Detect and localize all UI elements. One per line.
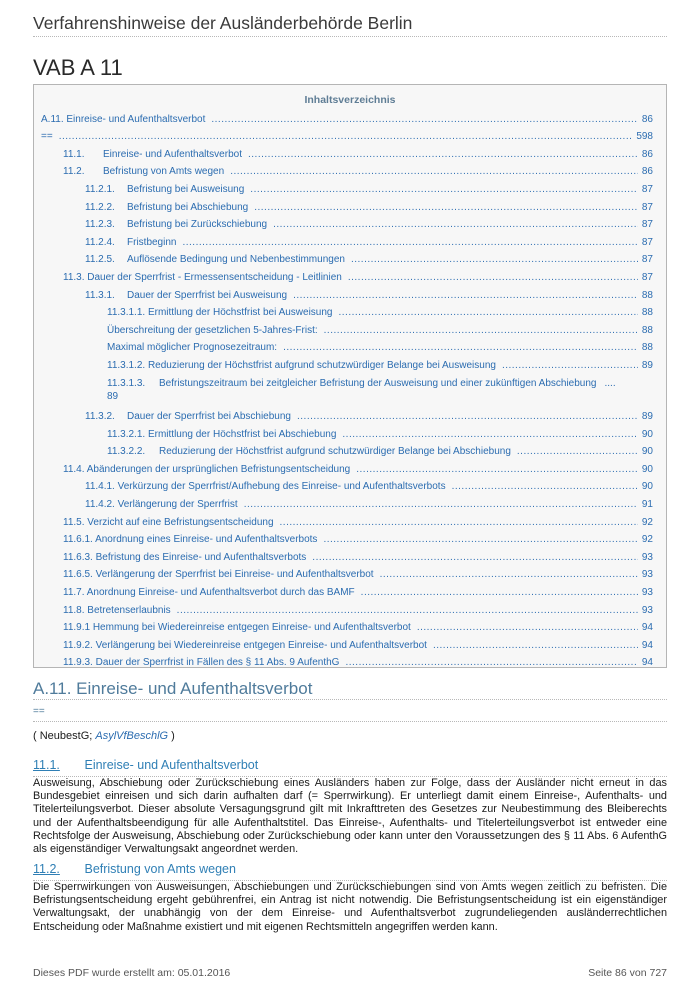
toc-leader-dots <box>280 516 638 529</box>
toc-entry-page: 94 <box>641 639 653 651</box>
toc-entry-page: 88 <box>641 342 653 354</box>
toc-entry-page: 93 <box>641 569 653 581</box>
toc-entry[interactable] <box>34 564 666 582</box>
toc-entry-title: 11.9.3. Dauer der Sperrfrist in Fällen des § 11 Abs. 9 AufenthG <box>63 657 340 669</box>
eqeq-marker: == <box>33 706 45 717</box>
divider <box>33 721 667 722</box>
toc-entry-title: A.11. Einreise- und Aufenthaltsverbot <box>41 113 206 125</box>
toc-entry-title: Befristung bei Ausweisung <box>127 183 245 195</box>
toc-entry-label[interactable] <box>63 148 242 161</box>
toc-entry-label[interactable] <box>85 253 345 266</box>
toc-entry-page: 92 <box>641 516 653 528</box>
toc-entry-label[interactable] <box>85 289 287 302</box>
toc-entry-page: 90 <box>641 428 653 440</box>
toc-leader-dots <box>182 236 637 249</box>
site-title: Verfahrenshinweise der Ausländerbehörde Berlin <box>33 13 413 33</box>
toc-entry[interactable] <box>34 652 666 670</box>
toc-leader-dots <box>380 568 638 581</box>
toc-entry-title: Befristung bei Abschiebung <box>127 201 249 213</box>
toc-leader-dots <box>312 551 638 564</box>
toc-leader-dots <box>248 148 638 161</box>
toc-entry-label[interactable] <box>63 568 374 581</box>
toc-entry[interactable] <box>34 599 666 617</box>
toc-leader-dots <box>250 183 638 196</box>
toc-entry-title: Einreise- und Aufenthaltsverbot <box>103 148 242 160</box>
toc-list <box>34 108 666 669</box>
toc-entry[interactable] <box>34 196 666 214</box>
toc-entry-line[interactable] <box>63 458 666 476</box>
toc-entry-number: 11.3.1. <box>85 289 115 301</box>
subsection-heading-11-1 <box>33 758 258 772</box>
toc-entry-title: Befristungszeitraum bei zeitgleicher Befristung der Ausweisung und einer zukünftigen Abschiebung <box>159 377 597 389</box>
paragraph-11-2: Die Sperrwirkungen von Ausweisungen, Abschiebungen und Zurückschiebungen sind von Amts wegen zeitlich zu befristen. Die Befristungsentscheidung ergeht gebührenfrei, ein Antrag ist nicht notwendig. Die Befristungsentscheidung ist ein eigenständiger Verwaltungsakt, der unabhängig von der dem Einreise- und Aufenthaltsverbot zugrundeliegenden ausländerrechtlichen Entscheidung oder Maßnahme existiert und mit eigenen Rechtsmitteln angegriffen werden kann. <box>33 881 667 933</box>
toc-entry-line[interactable] <box>63 546 666 564</box>
toc-entry[interactable] <box>34 581 666 599</box>
toc-leader-dots <box>517 445 638 458</box>
toc-entry[interactable] <box>34 302 666 320</box>
toc-entry-number: 11.3.2.2. <box>107 446 146 458</box>
toc-leader-dots <box>293 289 638 302</box>
toc-entry-line[interactable] <box>107 354 666 372</box>
toc-entry-page: 93 <box>641 604 653 616</box>
toc-entry-number: 11.1. <box>63 148 85 160</box>
toc-entry[interactable] <box>34 319 666 337</box>
toc-entry[interactable] <box>34 231 666 249</box>
subsection-title: Befristung von Amts wegen <box>84 862 236 876</box>
toc-entry[interactable] <box>34 214 666 232</box>
toc-entry-label[interactable] <box>63 533 317 546</box>
toc-entry-line[interactable] <box>63 599 666 617</box>
toc-entry-label[interactable] <box>63 621 411 634</box>
toc-heading: Inhaltsverzeichnis <box>304 94 396 106</box>
toc-leader-dots <box>345 656 637 669</box>
toc-leader-dots <box>452 480 638 493</box>
toc-entry-number: 11.2.2. <box>85 201 115 213</box>
toc-entry-label[interactable] <box>63 271 342 284</box>
toc-entry-title: Befristung von Amts wegen <box>103 166 225 178</box>
toc-entry-line[interactable] <box>85 284 666 302</box>
toc-entry-label[interactable] <box>85 410 291 423</box>
toc-entry-line[interactable] <box>107 319 666 337</box>
toc-entry-line[interactable] <box>85 231 666 249</box>
toc-entry-title: 11.4.1. Verkürzung der Sperrfrist/Aufhebung des Einreise- und Aufenthaltsverbots <box>85 481 446 493</box>
toc-entry-line[interactable] <box>107 372 666 390</box>
toc-leader-dots <box>230 165 638 178</box>
toc-entry-label[interactable] <box>63 165 224 178</box>
subsection-heading-11-2 <box>33 862 236 876</box>
toc-entry-title: 11.3.1.2. Reduzierung der Höchstfrist aufgrund schutzwürdiger Belange bei Ausweisung <box>107 359 496 371</box>
toc-entry-line[interactable] <box>63 266 666 284</box>
toc-entry-line[interactable] <box>63 511 666 529</box>
toc-leader-dots <box>323 533 637 546</box>
toc-entry-label[interactable] <box>107 341 277 354</box>
toc-entry-page: 89 <box>641 359 653 371</box>
toc-entry-page: 86 <box>641 113 653 125</box>
toc-entry[interactable] <box>34 406 666 424</box>
toc-entry[interactable] <box>34 161 666 179</box>
subsection-title: Einreise- und Aufenthaltsverbot <box>84 758 259 772</box>
toc-entry-title: Überschreitung der gesetzlichen 5-Jahres-Frist: <box>107 324 318 336</box>
toc-leader-dots <box>433 639 638 652</box>
divider <box>33 699 667 700</box>
toc-entry-number: 11.2.4. <box>85 236 115 248</box>
toc-entry[interactable] <box>34 108 666 126</box>
toc-entry-line[interactable] <box>85 178 666 196</box>
toc-entry-page: 87 <box>641 201 653 213</box>
toc-entry-label[interactable] <box>107 377 597 390</box>
toc-entry[interactable] <box>34 493 666 511</box>
toc-entry-line[interactable] <box>63 634 666 652</box>
toc-entry-line[interactable] <box>63 617 666 635</box>
toc-entry-page: 87 <box>641 236 653 248</box>
toc-entry[interactable] <box>34 529 666 547</box>
toc-entry-label[interactable] <box>107 445 511 458</box>
toc-entry-page: 92 <box>641 534 653 546</box>
subsection-number: 11.2. <box>33 862 60 876</box>
toc-entry-title: 11.3.1.1. Ermittlung der Höchstfrist bei Ausweisung <box>107 307 333 319</box>
toc-leader-dots <box>502 359 638 372</box>
toc-entry-title: 11.3. Dauer der Sperrfrist - Ermessensentscheidung - Leitlinien <box>63 271 342 283</box>
toc-leader-dots <box>324 324 638 337</box>
toc-entry-label[interactable] <box>63 516 274 529</box>
toc-entry-label[interactable] <box>107 359 496 372</box>
toc-entry-line[interactable] <box>107 423 666 441</box>
toc-entry-title: Maximal möglicher Prognosezeitraum: <box>107 342 278 354</box>
toc-entry-page: 87 <box>641 254 653 266</box>
toc-entry-title: Befristung bei Zurückschiebung <box>127 219 268 231</box>
toc-entry-line[interactable] <box>107 337 666 355</box>
toc-entry-number: 11.2.3. <box>85 219 115 231</box>
toc-entry[interactable] <box>34 372 666 406</box>
reference-line <box>33 730 175 742</box>
toc-leader-dots <box>338 306 637 319</box>
toc-entry-line[interactable] <box>85 476 666 494</box>
toc-entry-title: Auflösende Bedingung und Nebenbestimmungen <box>127 254 345 266</box>
toc-entry-title: Dauer der Sperrfrist bei Ausweisung <box>127 289 288 301</box>
toc-entry-page: 87 <box>641 219 653 231</box>
toc-entry-page: 93 <box>641 587 653 599</box>
toc-entry-line[interactable] <box>63 161 666 179</box>
toc-entry-label[interactable] <box>85 236 176 249</box>
toc-entry[interactable] <box>34 178 666 196</box>
toc-entry-label[interactable] <box>107 324 318 337</box>
footer-page: Seite 86 von 727 <box>588 967 667 979</box>
toc-entry-title: Dauer der Sperrfrist bei Abschiebung <box>127 411 291 423</box>
toc-entry-title: 11.4. Abänderungen der ursprünglichen Befristungsentscheidung <box>63 463 351 475</box>
toc-entry-title: 11.6.3. Befristung des Einreise- und Aufenthaltsverbots <box>63 551 307 563</box>
toc-entry-title: Fristbeginn <box>127 236 177 248</box>
toc-entry-line[interactable] <box>63 652 666 670</box>
toc-entry-label[interactable] <box>63 551 306 564</box>
toc-entry[interactable] <box>34 617 666 635</box>
toc-entry-label[interactable] <box>107 428 336 441</box>
toc-entry[interactable] <box>34 266 666 284</box>
toc-entry-title: == <box>41 131 53 143</box>
toc-entry[interactable] <box>34 423 666 441</box>
toc-entry-line[interactable] <box>107 302 666 320</box>
toc-leader-dots <box>211 113 638 126</box>
asylvfbeschlg-link[interactable]: AsylVfBeschlG <box>95 730 169 742</box>
toc-leader-dots <box>273 218 638 231</box>
toc-entry[interactable] <box>34 354 666 372</box>
toc-entry-line[interactable] <box>63 143 666 161</box>
toc-entry-number: 11.2. <box>63 166 85 178</box>
toc-entry-page: 93 <box>641 551 653 563</box>
toc-entry[interactable] <box>34 249 666 267</box>
toc-entry-page: 598 <box>636 131 653 143</box>
toc-leader-dots <box>361 586 638 599</box>
toc-entry-page: 94 <box>641 622 653 634</box>
toc-entry-label[interactable] <box>85 480 446 493</box>
toc-leader-dots <box>342 428 637 441</box>
toc-entry-page: 87 <box>641 271 653 283</box>
toc-entry-number: 11.2.1. <box>85 183 115 195</box>
toc-entry-line[interactable] <box>85 196 666 214</box>
toc-entry-number: 11.3.1.3. <box>107 377 146 389</box>
toc-entry[interactable] <box>34 458 666 476</box>
toc-entry[interactable] <box>34 511 666 529</box>
toc-entry[interactable] <box>34 476 666 494</box>
toc-entry-line[interactable] <box>63 564 666 582</box>
toc-leader-dots <box>283 341 638 354</box>
toc-leader-dots <box>59 130 633 143</box>
toc-entry-title: 11.5. Verzicht auf eine Befristungsentscheidung <box>63 516 274 528</box>
toc-entry-number: 11.3.2. <box>85 411 115 423</box>
toc-entry-page: 89 <box>641 411 653 423</box>
toc-leader-dots <box>351 253 638 266</box>
toc-entry-label[interactable] <box>41 130 53 143</box>
toc-entry-line[interactable] <box>107 441 666 459</box>
ref-close: ) <box>168 730 175 742</box>
toc-entry-page: 90 <box>641 463 653 475</box>
toc-entry-label[interactable] <box>63 586 355 599</box>
ref-open: ( NeubestG; <box>33 730 96 742</box>
toc-entry-label[interactable] <box>63 604 171 617</box>
toc-entry-page: 86 <box>641 148 653 160</box>
paragraph-11-1: Ausweisung, Abschiebung oder Zurückschiebung eines Ausländers haben zur Folge, dass der Ausländer nicht erneut in das Bundesgebiet einreisen und sich darin aufhalten darf (= Sperrwirkung). Er unterliegt damit einem Einreise-, Aufenthalts- und Titelerteilungsverbot. Dieser absolute Versagungsgrund gilt mit Inkrafttreten des Gesetzes zur Neubestimmung des Bleiberechts und der Aufenthaltsbeendigung für alle Aufenthaltstitel. Das Einreise-, Aufenthalts- und Titelerteilungsverbot ist entweder eine Rechtsfolge der Ausweisung, Abschiebung oder Zurückschiebung oder kann unter den Voraussetzungen des § 11 Abs. 6 AufenthG als eigenständiger Verwaltungsakt angeordnet werden. <box>33 777 667 856</box>
toc-entry-page: 94 <box>641 657 653 669</box>
toc-entry-label[interactable] <box>63 639 427 652</box>
subsection-number: 11.1. <box>33 758 60 772</box>
toc-entry-label[interactable] <box>85 498 238 511</box>
toc-leader-dots <box>348 271 638 284</box>
toc-entry-page: 88 <box>641 307 653 319</box>
toc-entry-line[interactable] <box>41 126 666 144</box>
toc-entry-page: 88 <box>641 324 653 336</box>
toc-entry[interactable] <box>34 634 666 652</box>
toc-entry-label[interactable] <box>85 201 248 214</box>
toc-entry-title: 11.9.2. Verlängerung bei Wiedereinreise entgegen Einreise- und Aufenthaltsverbot <box>63 639 427 651</box>
toc-leader-dots <box>417 621 638 634</box>
toc-entry-page: 86 <box>641 166 653 178</box>
toc-entry[interactable] <box>34 284 666 302</box>
divider <box>33 36 667 37</box>
toc-entry-title: 11.6.1. Anordnung eines Einreise- und Aufenthaltsverbots <box>63 534 318 546</box>
toc-leader-dots <box>244 498 638 511</box>
toc-entry[interactable] <box>34 546 666 564</box>
toc-entry-page: 90 <box>641 446 653 458</box>
toc-entry-title: 11.9.1 Hemmung bei Wiedereinreise entgegen Einreise- und Aufenthaltsverbot <box>63 622 411 634</box>
toc-entry-number: 11.2.5. <box>85 254 115 266</box>
toc-entry-line[interactable] <box>85 493 666 511</box>
toc-entry-page: 88 <box>641 289 653 301</box>
toc-entry-label[interactable] <box>41 113 205 126</box>
toc-entry-page: 90 <box>641 481 653 493</box>
toc-entry-label[interactable] <box>107 306 332 319</box>
toc-entry-line[interactable] <box>63 581 666 599</box>
toc-entry-page: 89 <box>107 390 119 402</box>
toc-entry-label[interactable] <box>63 463 350 476</box>
toc-entry-page: 91 <box>641 499 653 511</box>
toc-entry[interactable] <box>34 337 666 355</box>
toc-entry-line[interactable] <box>85 214 666 232</box>
toc-entry[interactable] <box>34 143 666 161</box>
toc-entry-label[interactable] <box>85 183 244 196</box>
toc-leader-dots <box>356 463 638 476</box>
toc-leader-dots <box>297 410 638 423</box>
toc-leader-dots <box>177 604 638 617</box>
toc-entry-title: Reduzierung der Höchstfrist aufgrund schutzwürdiger Belange bei Abschiebung <box>159 446 511 458</box>
toc-entry-title: 11.8. Betretenserlaubnis <box>63 604 171 616</box>
toc-entry-title: 11.4.2. Verlängerung der Sperrfrist <box>85 499 238 511</box>
toc-entry-page: 87 <box>641 183 653 195</box>
footer-created: Dieses PDF wurde erstellt am: 05.01.2016 <box>33 967 231 979</box>
toc-entry-title: 11.7. Anordnung Einreise- und Aufenthaltsverbot durch das BAMF <box>63 587 355 599</box>
toc-entry-line[interactable] <box>85 406 666 424</box>
toc-entry-label[interactable] <box>63 656 339 669</box>
toc-entry-line[interactable] <box>41 108 666 126</box>
toc-entry[interactable] <box>34 126 666 144</box>
toc-leader-dots <box>254 201 638 214</box>
section-heading: A.11. Einreise- und Aufenthaltsverbot <box>33 679 313 698</box>
toc-entry-title: 11.3.2.1. Ermittlung der Höchstfrist bei Abschiebung <box>107 428 337 440</box>
toc-entry-label[interactable] <box>85 218 267 231</box>
table-of-contents <box>33 84 667 668</box>
toc-entry-line[interactable] <box>85 249 666 267</box>
toc-entry-title: 11.6.5. Verlängerung der Sperrfrist bei Einreise- und Aufenthaltsverbot <box>63 569 374 581</box>
toc-leader-end: .... <box>604 377 616 389</box>
toc-entry[interactable] <box>34 441 666 459</box>
document-title: VAB A 11 <box>33 55 123 80</box>
toc-entry-line[interactable] <box>63 529 666 547</box>
